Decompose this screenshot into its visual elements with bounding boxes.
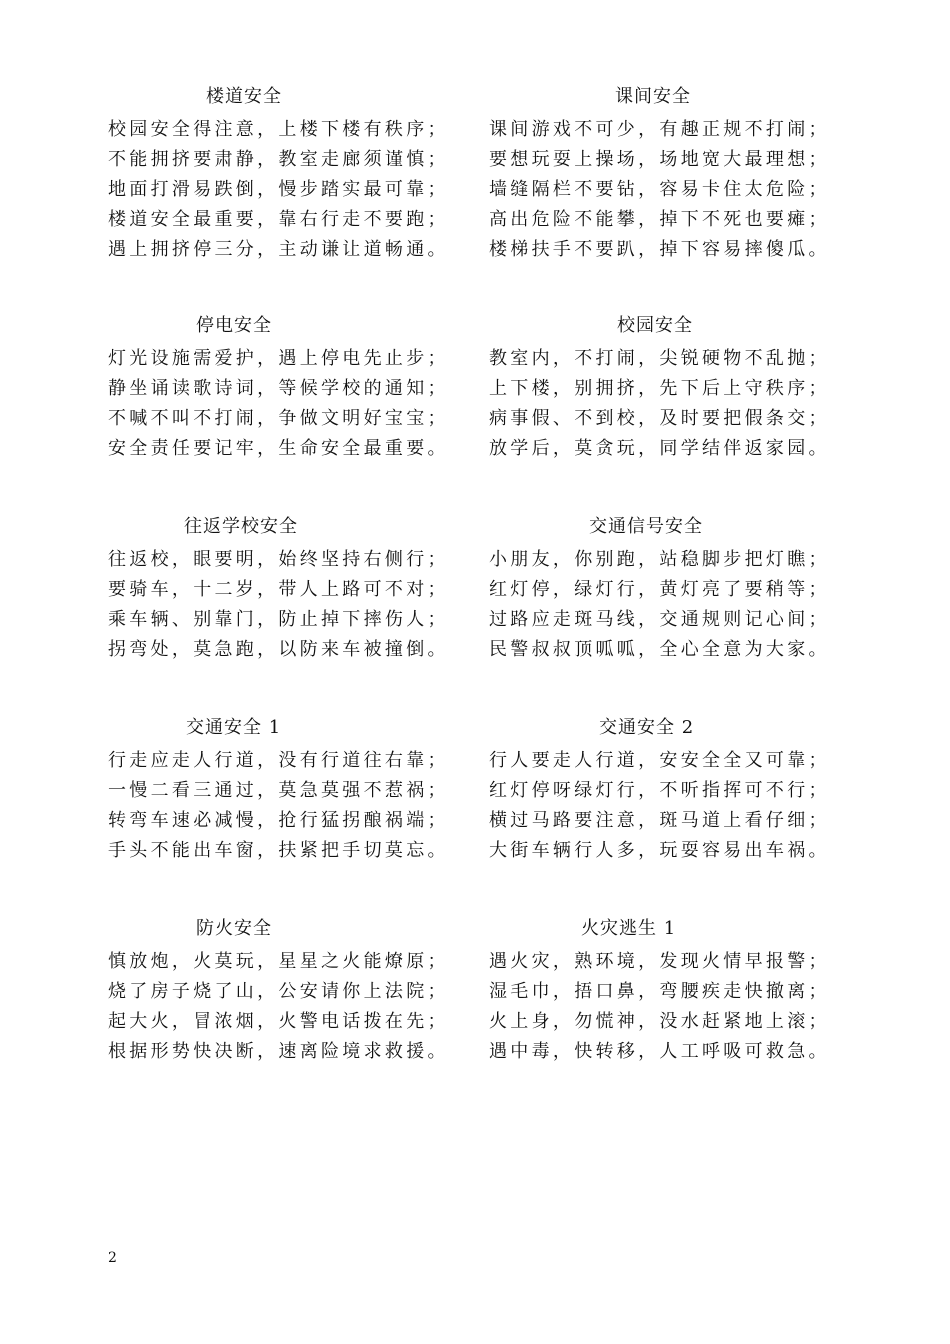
poem-title: 防火安全 bbox=[196, 918, 272, 939]
poem-line: 拐弯处，莫急跑，以防来车被撞倒。 bbox=[108, 639, 449, 660]
poem-lines bbox=[489, 344, 830, 464]
poem-line: 起大火，冒浓烟，火警电话拨在先； bbox=[108, 1011, 449, 1032]
page-number: 2 bbox=[108, 1250, 117, 1266]
poem-line: 不喊不叫不打闹，争做文明好宝宝； bbox=[108, 408, 449, 429]
poem-line: 红灯停，绿灯行，黄灯亮了要稍等； bbox=[489, 579, 830, 600]
poem-lines bbox=[108, 545, 449, 665]
poem-title: 交通信号安全 bbox=[589, 516, 703, 537]
poem-line: 红灯停呀绿灯行，不听指挥可不行； bbox=[489, 780, 830, 801]
poem-line: 遇中毒，快转移，人工呼吸可救急。 bbox=[489, 1041, 830, 1062]
poem-lines bbox=[489, 545, 830, 665]
poem-line: 静坐诵读歌诗词，等候学校的通知； bbox=[108, 378, 449, 399]
poem-line: 校园安全得注意，上楼下楼有秩序； bbox=[108, 119, 449, 140]
poem-lines bbox=[108, 746, 449, 866]
poem-line: 行人要走人行道，安安全全又可靠； bbox=[489, 750, 830, 771]
poem-line: 民警叔叔顶呱呱，全心全意为大家。 bbox=[489, 639, 830, 660]
poem-line: 楼道安全最重要，靠右行走不要跑； bbox=[108, 209, 449, 230]
poem-line: 湿毛巾，捂口鼻，弯腰疾走快撤离； bbox=[489, 981, 830, 1002]
poem-line: 楼梯扶手不要趴，掉下容易摔傻瓜。 bbox=[489, 239, 830, 260]
poem-title: 课间安全 bbox=[615, 86, 691, 107]
poem-lines bbox=[108, 947, 449, 1067]
poem-title: 交通安全 2 bbox=[599, 717, 695, 738]
poem-line: 大街车辆行人多，玩耍容易出车祸。 bbox=[489, 840, 830, 861]
poem-lines bbox=[489, 746, 830, 866]
poem-line: 遇火灾，熟环境，发现火情早报警； bbox=[489, 951, 830, 972]
poem-line: 上下楼，别拥挤，先下后上守秩序； bbox=[489, 378, 830, 399]
poem-title: 交通安全 1 bbox=[186, 717, 282, 738]
poem-lines bbox=[489, 947, 830, 1067]
poem-title: 往返学校安全 bbox=[184, 516, 298, 537]
poem-line: 病事假、不到校，及时要把假条交； bbox=[489, 408, 830, 429]
poem-line: 横过马路要注意，斑马道上看仔细； bbox=[489, 810, 830, 831]
poem-line: 地面打滑易跌倒，慢步踏实最可靠； bbox=[108, 179, 449, 200]
poem-lines bbox=[108, 115, 449, 265]
poem-line: 课间游戏不可少，有趣正规不打闹； bbox=[489, 119, 830, 140]
poem-line: 要骑车，十二岁，带人上路可不对； bbox=[108, 579, 449, 600]
poem-title: 火灾逃生 1 bbox=[581, 918, 677, 939]
poem-line: 安全责任要记牢，生命安全最重要。 bbox=[108, 438, 449, 459]
poem-title: 校园安全 bbox=[617, 315, 693, 336]
poem-line: 遇上拥挤停三分，主动谦让道畅通。 bbox=[108, 239, 449, 260]
poem-line: 往返校，眼要明，始终坚持右侧行； bbox=[108, 549, 449, 570]
poem-line: 灯光设施需爱护，遇上停电先止步； bbox=[108, 348, 449, 369]
poem-line: 不能拥挤要肃静，教室走廊须谨慎； bbox=[108, 149, 449, 170]
poem-line: 手头不能出车窗，扶紧把手切莫忘。 bbox=[108, 840, 449, 861]
poem-title: 楼道安全 bbox=[206, 86, 282, 107]
poem-line: 高出危险不能攀，掉下不死也要瘫； bbox=[489, 209, 830, 230]
poem-line: 放学后，莫贪玩，同学结伴返家园。 bbox=[489, 438, 830, 459]
poem-line: 小朋友，你别跑，站稳脚步把灯瞧； bbox=[489, 549, 830, 570]
poem-lines bbox=[108, 344, 449, 464]
poem-line: 根据形势快决断，速离险境求救援。 bbox=[108, 1041, 449, 1062]
poem-line: 过路应走斑马线，交通规则记心间； bbox=[489, 609, 830, 630]
poem-line: 火上身，勿慌神，没水赶紧地上滚； bbox=[489, 1011, 830, 1032]
poem-title: 停电安全 bbox=[196, 315, 272, 336]
poem-line: 慎放炮，火莫玩，星星之火能燎原； bbox=[108, 951, 449, 972]
poem-line: 转弯车速必减慢，抢行猛拐酿祸端； bbox=[108, 810, 449, 831]
poem-line: 行走应走人行道，没有行道往右靠； bbox=[108, 750, 449, 771]
poem-lines bbox=[489, 115, 830, 265]
poem-line: 墙缝隔栏不要钻，容易卡住太危险； bbox=[489, 179, 830, 200]
poem-line: 烧了房子烧了山，公安请你上法院； bbox=[108, 981, 449, 1002]
poem-line: 要想玩耍上操场，场地宽大最理想； bbox=[489, 149, 830, 170]
poem-line: 乘车辆、别靠门，防止掉下摔伤人； bbox=[108, 609, 449, 630]
poem-line: 教室内，不打闹，尖锐硬物不乱抛； bbox=[489, 348, 830, 369]
poem-line: 一慢二看三通过，莫急莫强不惹祸； bbox=[108, 780, 449, 801]
